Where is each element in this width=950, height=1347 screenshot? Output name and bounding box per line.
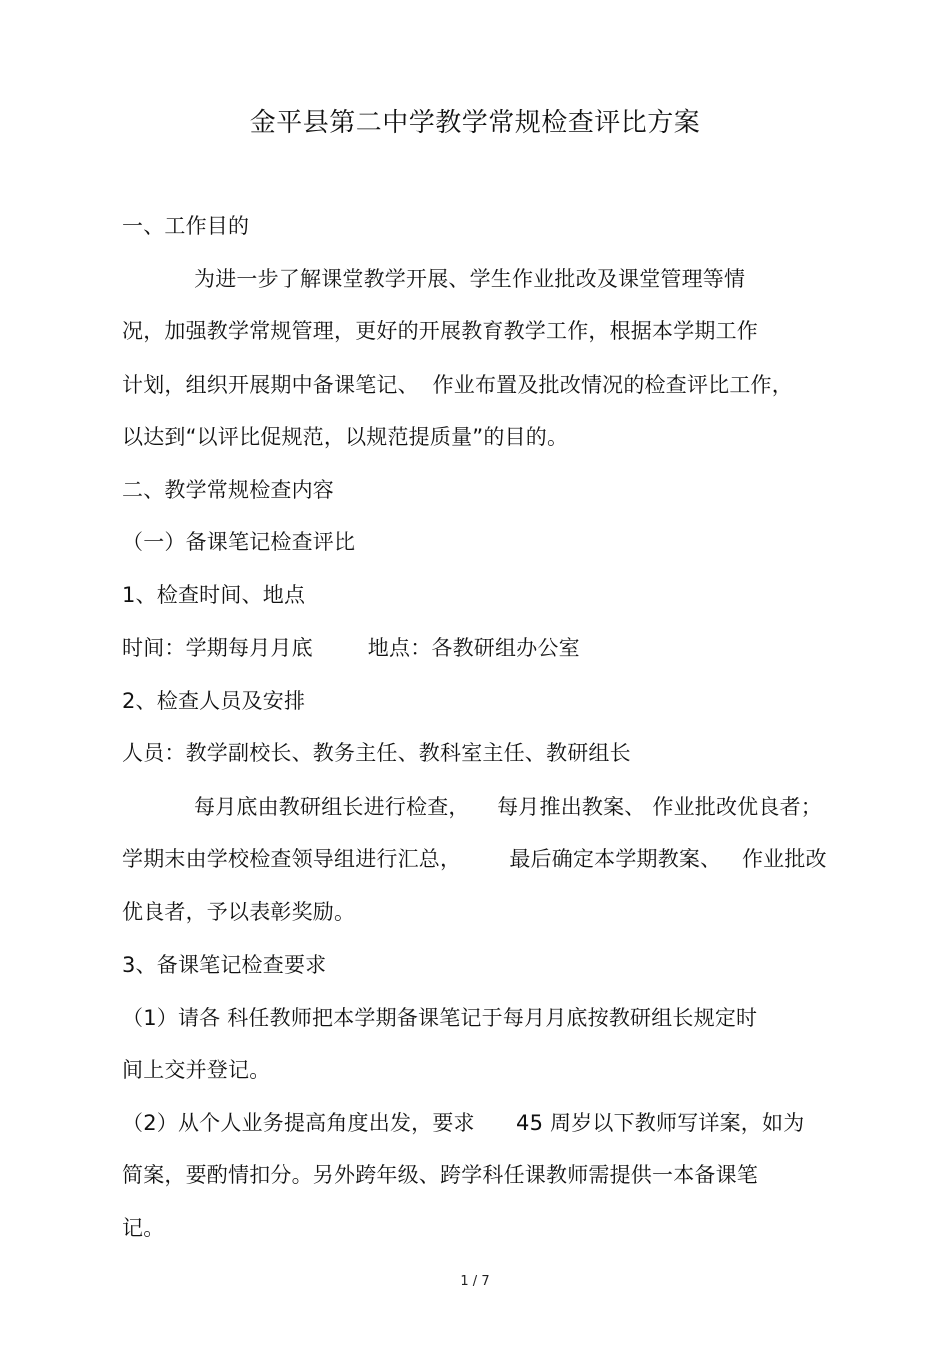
requirement-line: （1）请各 科任教师把本学期备课笔记于每月月底按教研组长规定时 [122, 1006, 758, 1030]
section-heading-work-purpose: 一、工作目的 [122, 214, 250, 238]
item-heading-personnel: 2、检查人员及安排 [122, 689, 306, 713]
paragraph-line: 学期末由学校检查领导组进行汇总， 最后确定本学期教案、 作业批改 [122, 847, 827, 871]
requirement-line: 记。 [122, 1216, 165, 1240]
paragraph-line: 优良者，予以表彰奖励。 [122, 900, 356, 924]
document-title: 金平县第二中学教学常规检查评比方案 [249, 108, 701, 138]
requirement-line: 间上交并登记。 [122, 1058, 271, 1082]
paragraph-line: 计划，组织开展期中备课笔记、 作业布置及批改情况的检查评比工作， [122, 373, 793, 397]
section-heading-inspection-content: 二、教学常规检查内容 [122, 478, 334, 502]
requirement-line: 简案，要酌情扣分。另外跨年级、跨学科任课教师需提供一本备课笔 [122, 1163, 758, 1187]
paragraph-line: 况，加强教学常规管理，更好的开展教育教学工作，根据本学期工作 [122, 319, 758, 343]
personnel-line: 人员：教学副校长、教务主任、教科室主任、教研组长 [122, 741, 631, 765]
time-place-line: 时间：学期每月月底 地点：各教研组办公室 [122, 636, 580, 660]
subsection-heading-lesson-notes: （一）备课笔记检查评比 [122, 530, 356, 554]
page-number: 1 / 7 [460, 1274, 490, 1289]
item-heading-requirements: 3、备课笔记检查要求 [122, 953, 327, 977]
paragraph-line: 为进一步了解课堂教学开展、学生作业批改及课堂管理等情 [194, 267, 746, 291]
paragraph-line: 以达到“以评比促规范，以规范提质量”的目的。 [122, 425, 569, 449]
paragraph-line: 每月底由教研组长进行检查， 每月推出教案、 作业批改优良者； [194, 795, 822, 819]
item-heading-time-place: 1、检查时间、地点 [122, 583, 306, 607]
requirement-line: （2）从个人业务提高角度出发，要求 45 周岁以下教师写详案，如为 [122, 1111, 805, 1135]
